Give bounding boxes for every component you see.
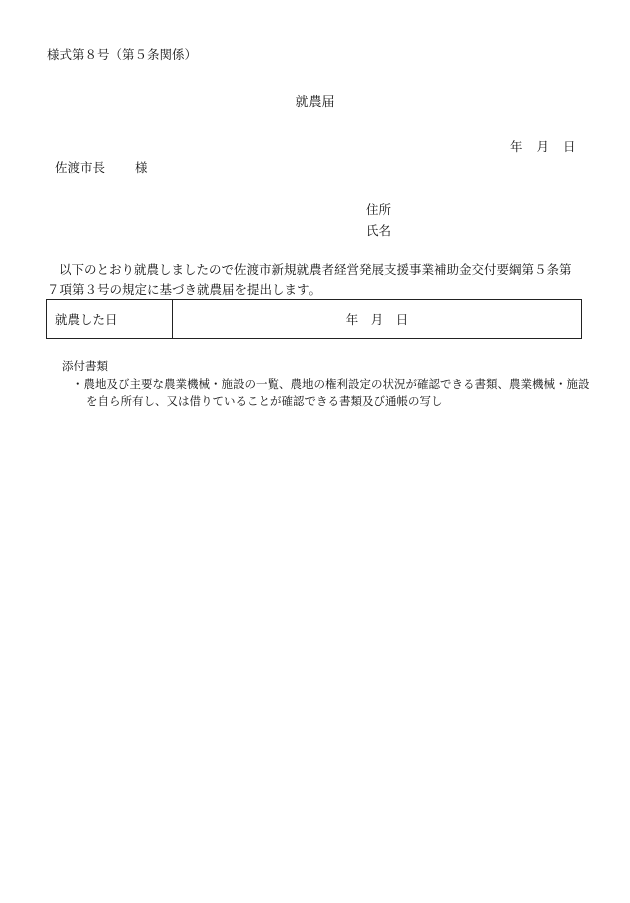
address-label: 住所 <box>366 202 392 217</box>
attachments-heading: 添付書類 <box>62 359 108 373</box>
farming-start-table <box>46 299 582 339</box>
date-day-label: 日 <box>563 139 576 154</box>
name-label: 氏名 <box>366 223 392 238</box>
submission-date <box>510 141 576 154</box>
farming-start-date-label: 就農した日 <box>47 300 173 339</box>
farming-start-date-field[interactable]: 年 月 日 <box>173 300 582 339</box>
document-title: 就農届 <box>295 95 335 110</box>
addressee-honorific: 様 <box>135 160 148 175</box>
addressee <box>55 162 148 175</box>
attachment-item: ・農地及び主要な農業機械・施設の一覧、農地の権利設定の状況が確認できる書類、農業機械・施設を自ら所有し、又は借りていることが確認できる書類及び通帳の写し <box>72 377 590 408</box>
date-month-label: 月 <box>536 139 550 154</box>
declaration-text: 以下のとおり就農しましたので佐渡市新規就農者経営発展支援事業補助金交付要綱第５条第７項第３号の規定に基づき就農届を提出します。 <box>47 262 572 297</box>
addressee-name: 佐渡市長 <box>55 160 106 175</box>
form-number: 様式第８号（第５条関係） <box>47 47 198 62</box>
date-year-label: 年 <box>510 139 523 154</box>
table-row <box>47 300 582 339</box>
